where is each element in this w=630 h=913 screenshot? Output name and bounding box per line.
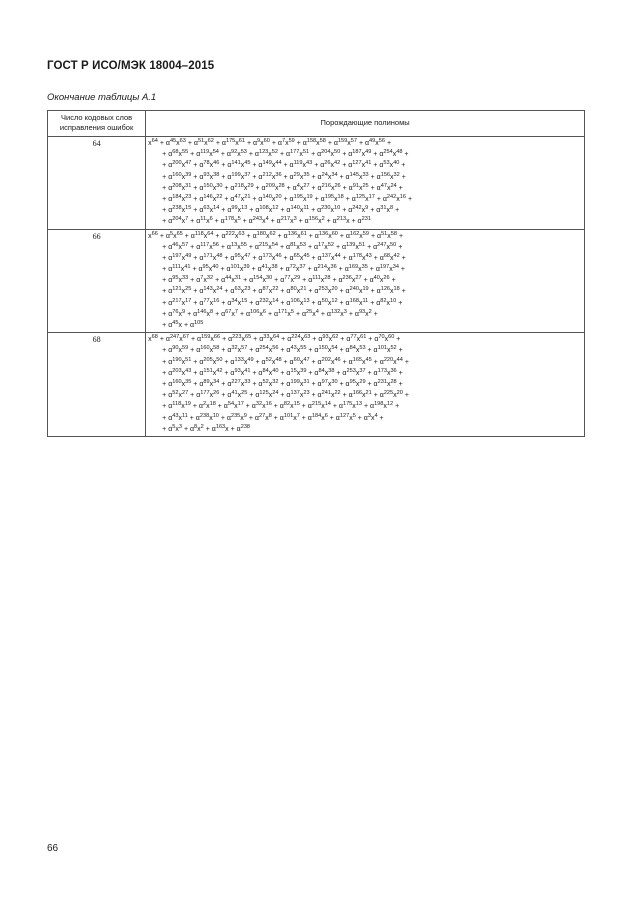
polynomial-cell <box>146 229 585 333</box>
page-number: 66 <box>47 843 59 854</box>
polynomial-table <box>47 110 585 437</box>
polynomial-line: + $\alpha^{43}x^{11} + \alpha^{238}x^{10} + \alpha^{235}x^9 + \alpha^{27}x^8 + \alpha^{101}x^7 + \alpha^{184}x^6 + \alpha^{127}x^5 + \alpha^3x^4$ + <box>162 412 384 422</box>
polynomial-line: + $\alpha^{160}x^{39} + \alpha^{93}x^{38} + \alpha^{199}x^{37} + \alpha^{212}x^{36} + \alpha^{29}x^{35} + \alpha^{24}x^{34} + \alpha^{145}x^{33} + \alpha^{156}x^{32}$ + <box>162 171 406 181</box>
polynomial-line: + $\alpha^{208}x^{31} + \alpha^{150}x^{30} + \alpha^{218}x^{29} + \alpha^{209}x^{28} + \alpha^4x^{27} + \alpha^{216}x^{26} + \alpha^{91}x^{25} + \alpha^{47}x^{24}$ + <box>162 182 403 192</box>
polynomial-line: + $\alpha^{197}x^{49} + \alpha^{171}x^{48} + \alpha^{95}x^{47} + \alpha^{173}x^{46} + \alpha^{65}x^{45} + \alpha^{137}x^{44} + \alpha^{178}x^{43} + \alpha^{68}x^{42}$ + <box>162 252 406 262</box>
document-header: ГОСТ Р ИСО/МЭК 18004–2015 <box>47 60 215 72</box>
polynomial-line: + $\alpha^{45}x + \alpha^{105}$ <box>162 320 204 329</box>
column-header-polynomials: Порождающие полиномы <box>146 111 585 137</box>
table-row <box>48 229 585 333</box>
polynomial-line: + $\alpha^{46}x^{57} + \alpha^{117}x^{56} + \alpha^{13}x^{55} + \alpha^{215}x^{54} + \alpha^{81}x^{53} + \alpha^{17}x^{52} + \alpha^{139}x^{51} + \alpha^{247}x^{50}$ + <box>162 241 403 251</box>
polynomial-line: $x^{64} + \alpha^{45}x^{63} + \alpha^{51}x^{62} + \alpha^{175}x^{61} + \alpha^9x^{60} + \alpha^7x^{59} + \alpha^{158}x^{58} + \alpha^{159}x^{57} + \alpha^{49}x^{56}$ + <box>148 138 392 147</box>
polynomial-line: + $\alpha^{121}x^{25} + \alpha^{143}x^{24} + \alpha^{63}x^{23} + \alpha^{87}x^{22} + \alpha^{80}x^{21} + \alpha^{253}x^{20} + \alpha^{240}x^{19} + \alpha^{126}x^{18}$ + <box>162 286 406 296</box>
table-header-row <box>48 111 585 137</box>
polynomial-line: + $\alpha^{190}x^{51} + \alpha^{205}x^{50} + \alpha^{133}x^{49} + \alpha^{52}x^{48} + \alpha^{60}x^{47} + \alpha^{202}x^{46} + \alpha^{165}x^{45} + \alpha^{220}x^{44}$ + <box>162 356 409 366</box>
polynomial-line: + $\alpha^{217}x^{17} + \alpha^{77}x^{16} + \alpha^{34}x^{15} + \alpha^{232}x^{14} + \alpha^{106}x^{13} + \alpha^{50}x^{12} + \alpha^{168}x^{11} + \alpha^{82}x^{10}$ + <box>162 297 403 307</box>
polynomial-line: + $\alpha^{68}x^{55} + \alpha^{119}x^{54} + \alpha^{92}x^{53} + \alpha^{123}x^{52} + \alpha^{177}x^{51} + \alpha^{204}x^{50} + \alpha^{187}x^{49} + \alpha^{254}x^{48}$ + <box>162 149 409 159</box>
polynomial-cell <box>146 137 585 230</box>
polynomial-line: + $\alpha^{203}x^{43} + \alpha^{151}x^{42} + \alpha^{93}x^{41} + \alpha^{84}x^{40} + \alpha^{15}x^{39} + \alpha^{84}x^{38} + \alpha^{253}x^{37} + \alpha^{173}x^{36}$ + <box>162 367 403 377</box>
polynomial-line: + $\alpha^{184}x^{23} + \alpha^{146}x^{22} + \alpha^{47}x^{21} + \alpha^{140}x^{20} + \alpha^{195}x^{19} + \alpha^{195}x^{18} + \alpha^{125}x^{17} + \alpha^{242}x^{16}$ + <box>162 193 413 203</box>
polynomial-line: + $\alpha^{200}x^{47} + \alpha^{78}x^{46} + \alpha^{141}x^{45} + \alpha^{149}x^{44} + \alpha^{119}x^{43} + \alpha^{26}x^{42} + \alpha^{127}x^{41} + \alpha^{53}x^{40}$ + <box>162 160 406 170</box>
polynomial-cell <box>146 333 585 437</box>
polynomial-line: + $\alpha^{90}x^{59} + \alpha^{160}x^{58} + \alpha^{32}x^{57} + \alpha^{254}x^{56} + \alpha^{43}x^{55} + \alpha^{150}x^{54} + \alpha^{84}x^{53} + \alpha^{101}x^{52}$ + <box>162 345 403 355</box>
polynomial-line: + $\alpha^{238}x^{15} + \alpha^{63}x^{14} + \alpha^{99}x^{13} + \alpha^{108}x^{12} + \alpha^{140}x^{11} + \alpha^{230}x^{10} + \alpha^{242}x^9 + \alpha^{31}x^8$ + <box>162 205 400 215</box>
codeword-count: 66 <box>48 229 146 333</box>
polynomial-line: + $\alpha^{52}x^{27} + \alpha^{177}x^{26} + \alpha^{41}x^{25} + \alpha^{125}x^{24} + \alpha^{137}x^{23} + \alpha^{241}x^{22} + \alpha^{166}x^{21} + \alpha^{225}x^{20}$ + <box>162 390 409 400</box>
polynomial-line: $x^{66} + \alpha^5x^{65} + \alpha^{118}x^{64} + \alpha^{222}x^{63} + \alpha^{180}x^{62} + \alpha^{136}x^{61} + \alpha^{136}x^{60} + \alpha^{162}x^{59} + \alpha^{51}x^{58}$ + <box>148 230 404 240</box>
polynomial-line: + $\alpha^{204}x^7 + \alpha^{11}x^6 + \alpha^{178}x^5 + \alpha^{243}x^4 + \alpha^{217}x^3 + \alpha^{156}x^2 + \alpha^{213}x + \alpha^{231}$ <box>162 216 371 226</box>
codeword-count: 64 <box>48 137 146 230</box>
table-caption: Окончание таблицы А.1 <box>47 92 157 103</box>
polynomial-line: + $\alpha^{160}x^{35} + \alpha^{89}x^{34} + \alpha^{227}x^{33} + \alpha^{52}x^{32} + \alpha^{199}x^{31} + \alpha^{97}x^{30} + \alpha^{95}x^{29} + \alpha^{231}x^{28}$ + <box>162 378 403 388</box>
polynomial-line: + $\alpha^{76}x^9 + \alpha^{146}x^8 + \alpha^{67}x^7 + \alpha^{106}x^6 + \alpha^{171}x^5 + \alpha^{25}x^4 + \alpha^{132}x^3 + \alpha^{93}x^2$ + <box>162 308 378 318</box>
codeword-count: 68 <box>48 333 146 437</box>
table-row <box>48 333 585 437</box>
polynomial-line: + $\alpha^{111}x^{41} + \alpha^{95}x^{40} + \alpha^{101}x^{39} + \alpha^{41}x^{38} + \alpha^{72}x^{37} + \alpha^{214}x^{36} + \alpha^{169}x^{35} + \alpha^{197}x^{34}$ + <box>162 264 405 274</box>
polynomial-line: + $\alpha^5x^3 + \alpha^8x^2 + \alpha^{163}x + \alpha^{238}$ <box>162 423 251 433</box>
polynomial-line: $x^{68} + \alpha^{247}x^{67} + \alpha^{159}x^{66} + \alpha^{223}x^{65} + \alpha^{33}x^{64} + \alpha^{224}x^{63} + \alpha^{93}x^{62} + \alpha^{77}x^{61} + \alpha^{70}x^{60}$ + <box>148 334 401 344</box>
polynomial-line: + $\alpha^{118}x^{19} + \alpha^2x^{18} + \alpha^{54}x^{17} + \alpha^{32}x^{16} + \alpha^{82}x^{15} + \alpha^{215}x^{14} + \alpha^{175}x^{13} + \alpha^{198}x^{12}$ + <box>162 401 400 411</box>
table-row <box>48 137 585 230</box>
column-header-count: Число кодовых слов исправления ошибок <box>48 111 146 137</box>
polynomial-line: + $\alpha^{95}x^{33} + \alpha^7x^{32} + \alpha^{44}x^{31} + \alpha^{154}x^{30} + \alpha^{77}x^{29} + \alpha^{111}x^{28} + \alpha^{236}x^{27} + \alpha^{40}x^{26}$ + <box>162 275 396 285</box>
